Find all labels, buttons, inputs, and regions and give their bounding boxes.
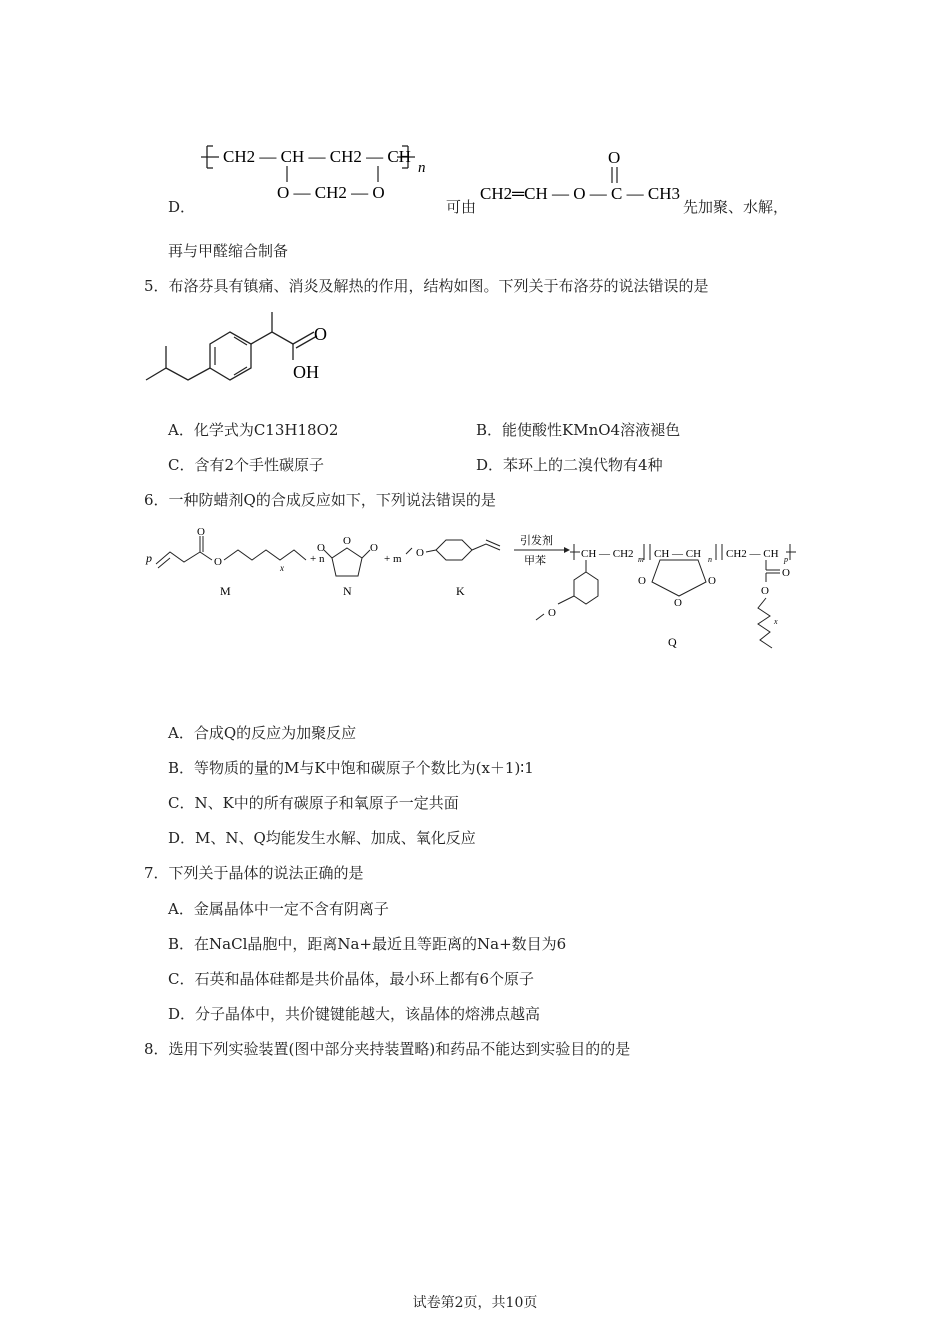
cond-bottom: 甲苯 [524, 555, 546, 567]
cond-top: 引发剂 [520, 535, 553, 547]
m-x: x [280, 563, 284, 573]
m-o1: O [197, 526, 205, 538]
q-o-ring: O [674, 597, 682, 609]
q4d-label: D． [168, 198, 196, 216]
q6-reaction-scheme [140, 520, 805, 660]
q-o-right: O [708, 575, 716, 587]
q6-option-c: C．N、K中的所有碳原子和氧原子一定共面 [168, 794, 459, 812]
q7-option-c: C．石英和晶体硅都是共价晶体，最小环上都有6个原子 [168, 970, 535, 988]
q6-option-b: B．等物质的量的M与K中饱和碳原子个数比为(x＋1)∶1 [168, 759, 534, 777]
q4d-polymer-n: n [418, 160, 426, 176]
q6-stem: 6．一种防蜡剂Q的合成反应如下，下列说法错误的是 [144, 491, 496, 509]
q7-option-d: D．分子晶体中，共价键键能越大，该晶体的熔沸点越高 [168, 1005, 541, 1023]
q5-option-b: B．能使酸性KMnO4溶液褪色 [476, 421, 681, 439]
q4d-polymer-top: CH2 — CH — CH2 — CH [223, 147, 411, 166]
q4d-monomer: CH2═CH — O — C — CH3 [480, 184, 681, 203]
label-m: M [220, 584, 231, 598]
k-o: O [416, 547, 424, 559]
ibuprofen-o: O [314, 324, 327, 344]
q4d-line2: 再与甲醛缩合制备 [168, 242, 289, 260]
page-footer: 试卷第2页，共10页 [412, 1295, 538, 1311]
label-q: Q [668, 635, 677, 649]
q5-option-d: D．苯环上的二溴代物有4种 [476, 456, 663, 474]
q6-option-d: D．M、N、Q均能发生水解、加成、氧化反应 [168, 829, 476, 847]
q4d-monomer-structure [478, 145, 690, 211]
q-x: x [774, 617, 778, 626]
n-o-left: O [317, 542, 325, 554]
plus-m: + m [384, 553, 402, 565]
sub-n: n [708, 555, 712, 564]
m-o2: O [214, 556, 222, 568]
q8-stem: 8．选用下列实验装置(图中部分夹持装置略)和药品不能达到实验目的的是 [144, 1040, 631, 1058]
q7-stem: 7．下列关于晶体的说法正确的是 [144, 864, 364, 882]
q7-option-a: A．金属晶体中一定不含有阴离子 [168, 900, 389, 918]
q6-option-a: A．合成Q的反应为加聚反应 [168, 724, 357, 742]
q4d-can-from: 可由 [446, 198, 477, 216]
q-o-ester1: O [782, 567, 790, 579]
label-k: K [456, 584, 465, 598]
q7-option-b: B．在NaCl晶胞中，距离Na+最近且等距离的Na+数目为6 [168, 935, 567, 953]
q5-option-c: C．含有2个手性碳原子 [168, 456, 325, 474]
coef-p: p [146, 551, 152, 565]
prod-seg3: CH2 — CH [726, 548, 779, 560]
ibuprofen-oh: OH [293, 362, 319, 382]
q5-stem: 5．布洛芬具有镇痛、消炎及解热的作用，结构如图。下列关于布洛芬的说法错误的是 [144, 277, 709, 295]
prod-seg2: CH — CH [654, 548, 702, 560]
label-n: N [343, 584, 352, 598]
q-o-aryl: O [548, 607, 556, 619]
plus-n: + n [310, 553, 325, 565]
ibuprofen-structure [140, 310, 340, 398]
q4d-polymer-bottom: O — CH2 — O [277, 183, 385, 202]
q4d-monomer-o: O [608, 148, 621, 167]
q-o-left: O [638, 575, 646, 587]
sub-p: p [784, 555, 788, 564]
q-o-ester2: O [761, 585, 769, 597]
q4d-tail: 先加聚、水解， [683, 198, 789, 216]
sub-m: m [638, 555, 644, 564]
n-o-top: O [343, 535, 351, 547]
q4d-polymer-structure [195, 138, 440, 206]
n-o-right: O [370, 542, 378, 554]
prod-seg1: CH — CH2 [581, 548, 634, 560]
q5-option-a: A．化学式为C13H18O2 [168, 421, 339, 439]
